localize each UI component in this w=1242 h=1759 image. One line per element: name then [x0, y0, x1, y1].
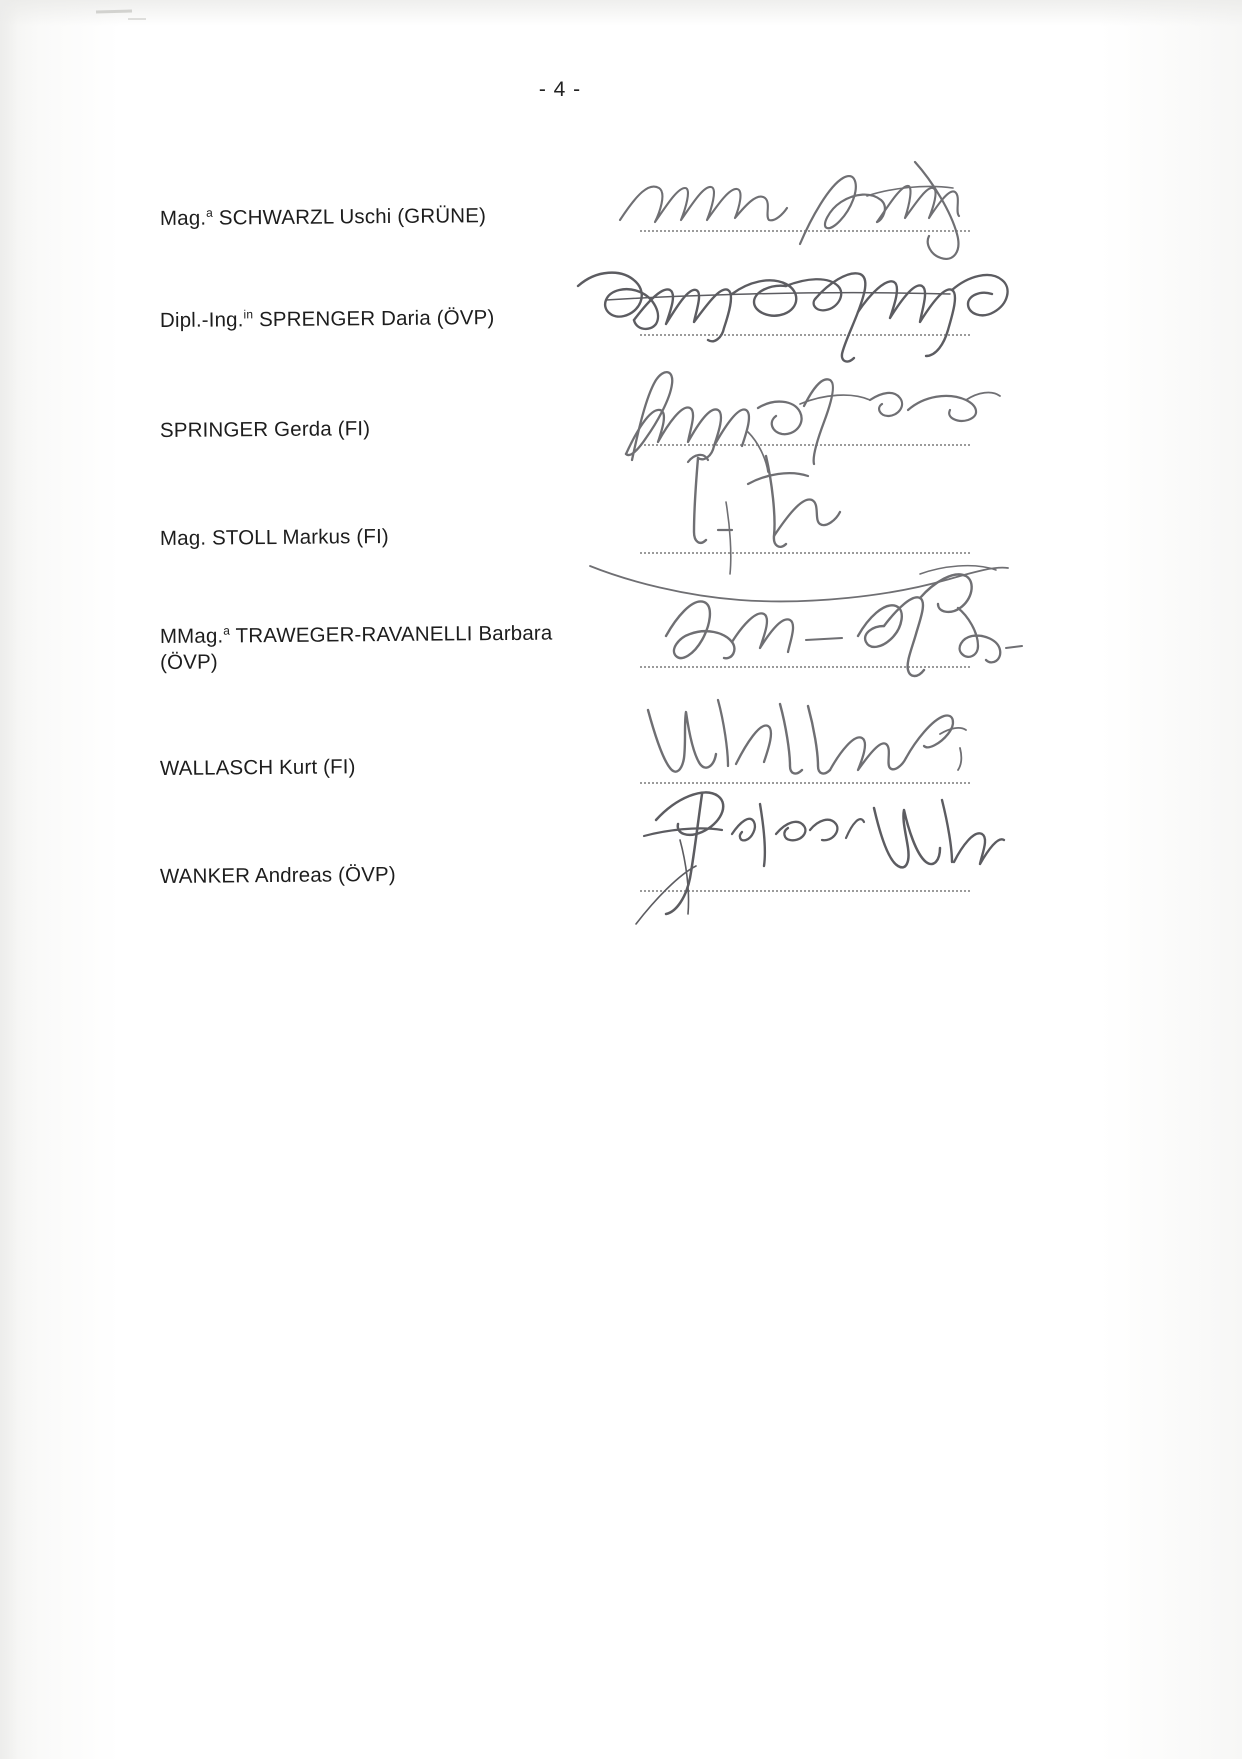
- signature-line: [640, 230, 970, 232]
- signatory-name-rest: TRAWEGER-RAVANELLI Barbara (ÖVP): [160, 621, 553, 674]
- signatory-name: [160, 860, 580, 889]
- signature-list: [0, 178, 1242, 926]
- signatory-name-prefix: WALLASCH Kurt (FI): [159, 755, 356, 780]
- signature-line: [640, 552, 970, 554]
- signatory-name-rest: SPRENGER Daria (ÖVP): [253, 306, 495, 332]
- signatory-name-superscript: in: [243, 307, 254, 322]
- signatory-name: [160, 414, 580, 443]
- signature-line: [640, 444, 970, 446]
- signatory-name-prefix: SPRINGER Gerda (FI): [159, 417, 371, 442]
- signature-row: [0, 718, 1242, 822]
- signatory-name-superscript: a: [206, 205, 214, 220]
- signatory-name: [160, 304, 580, 333]
- signatory-name: [160, 752, 580, 781]
- signatory-name-prefix: Mag. STOLL Markus (FI): [159, 525, 389, 550]
- page-number: - 4 -: [538, 78, 582, 101]
- signatory-name: [160, 522, 580, 551]
- signature-row: [0, 490, 1242, 594]
- signature-row: [0, 282, 1242, 386]
- signatory-name-prefix: MMag.: [159, 624, 224, 649]
- signatory-name-superscript: a: [223, 623, 231, 638]
- signature-row: [0, 178, 1242, 282]
- signatory-name: [160, 620, 580, 675]
- signatory-name-prefix: WANKER Andreas (ÖVP): [159, 862, 396, 888]
- signatory-name-prefix: Mag.: [159, 206, 207, 230]
- signature-line: [640, 334, 970, 336]
- signature-row: [0, 594, 1242, 718]
- signature-line: [640, 782, 970, 784]
- scan-artifact-top: [0, 0, 1242, 26]
- signature-ink-schwarzl: [615, 158, 995, 268]
- signature-row: [0, 386, 1242, 490]
- scan-artifact-mark-secondary: [128, 18, 146, 20]
- signature-line: [640, 666, 970, 668]
- signature-line: [640, 890, 970, 892]
- signature-row: [0, 822, 1242, 926]
- signatory-name-rest: SCHWARZL Uschi (GRÜNE): [212, 204, 487, 230]
- signatory-name-prefix: Dipl.-Ing.: [159, 308, 244, 332]
- signatory-name: [160, 202, 580, 231]
